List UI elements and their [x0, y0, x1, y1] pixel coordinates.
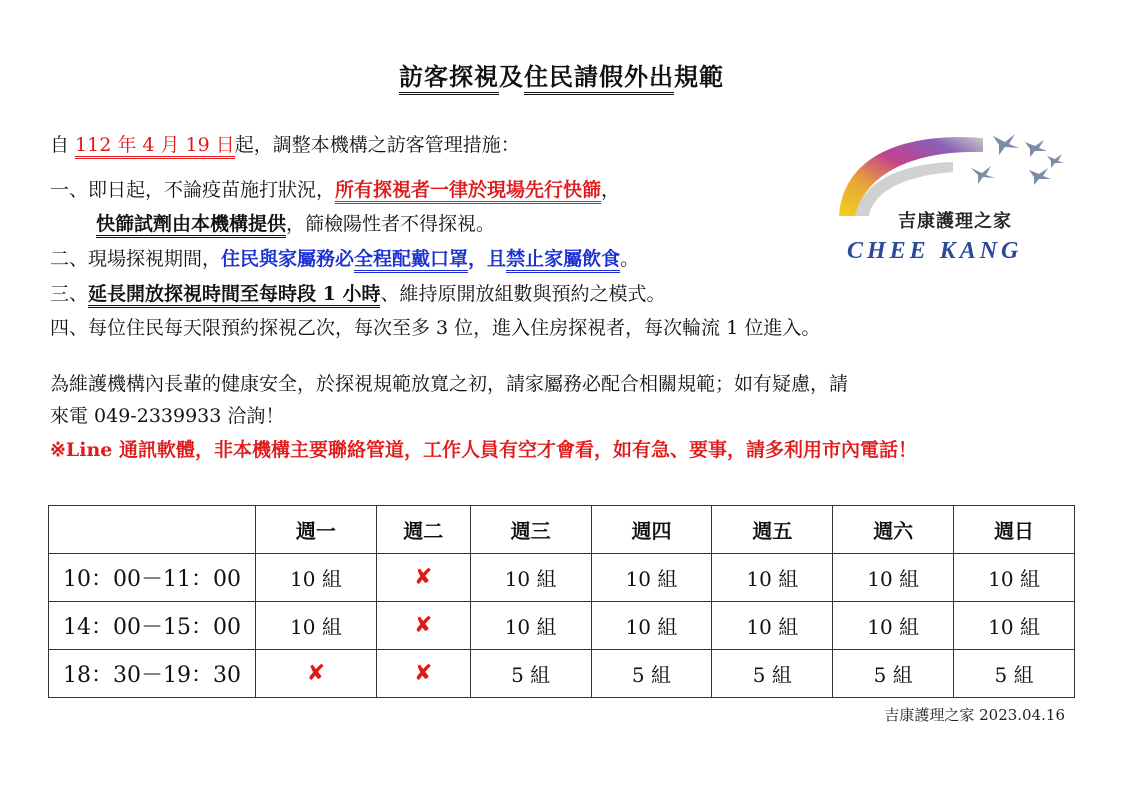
footer-signature: 吉康護理之家 2023.04.16 — [884, 706, 1065, 724]
time-slot: 10：00－11：00 — [49, 554, 256, 602]
line-app-notice: ※Line 通訊軟體，非本機構主要聯絡管道，工作人員有空才會看，如有急、要事，請多利用市內電話！ — [50, 439, 918, 461]
intro-suffix: 起，調整本機構之訪客管理措施： — [234, 134, 520, 156]
rule-4-text: 四、每位住民每天限預約探視乙次，每次至多 3 位，進入住房探視者，每次輪流 1 位進入。 — [50, 317, 821, 339]
slot-value: 5 組 — [954, 650, 1075, 698]
rule-2-end: 。 — [620, 248, 640, 270]
slot-value: 10 組 — [712, 554, 833, 602]
rule-1-highlight: 所有探視者一律於現場先行快篩 — [335, 179, 601, 204]
intro-line — [50, 132, 520, 158]
day-header: 週四 — [591, 506, 712, 554]
intro-prefix: 自 — [50, 134, 76, 156]
closed-x-icon: ✘ — [414, 613, 433, 638]
logo-english-name: CHEE KANG — [847, 238, 1023, 264]
page-title — [0, 57, 1123, 92]
title-part-leave: 住民請假外出 — [524, 62, 674, 95]
rule-2-and: ，且 — [468, 248, 507, 270]
slot-value — [376, 554, 470, 602]
title-part-rules: 規範 — [674, 62, 724, 91]
title-part-and: 及 — [499, 62, 524, 91]
slot-value: 10 組 — [591, 602, 712, 650]
day-header: 週五 — [712, 506, 833, 554]
rule-1-line-1 — [50, 177, 620, 203]
slot-value: 5 組 — [833, 650, 954, 698]
slot-value: 5 組 — [712, 650, 833, 698]
day-header: 週二 — [376, 506, 470, 554]
closing-line-1: 為維護機構內長輩的健康安全，於探視規範放寬之初，請家屬務必配合相關規範；如有疑慮，請 — [50, 373, 849, 395]
rule-4-line — [50, 315, 820, 341]
slot-value: 10 組 — [591, 554, 712, 602]
table-row — [49, 602, 1075, 650]
slot-value: 10 組 — [256, 602, 377, 650]
slot-value — [256, 650, 377, 698]
closing-line-2: 來電 049-2339933 洽詢！ — [50, 405, 285, 427]
time-slot: 18：30－19：30 — [49, 650, 256, 698]
rule-1-text: 一、即日起，不論疫苗施打狀況， — [50, 179, 336, 201]
table-corner-cell — [49, 506, 256, 554]
table-header-row — [49, 506, 1075, 554]
slot-value: 10 組 — [712, 602, 833, 650]
rule-2-must: 住民與家屬務必 — [221, 248, 355, 270]
slot-value: 5 組 — [591, 650, 712, 698]
slot-value — [376, 602, 470, 650]
table-row — [49, 554, 1075, 602]
slot-value — [376, 650, 470, 698]
slot-value: 10 組 — [470, 554, 591, 602]
rule-3-text: 、維持原開放組數與預約之模式。 — [380, 283, 666, 305]
day-header: 週日 — [954, 506, 1075, 554]
rule-1-line-2 — [96, 211, 495, 237]
slot-value: 5 組 — [470, 650, 591, 698]
time-slot: 14：00－15：00 — [49, 602, 256, 650]
closed-x-icon: ✘ — [306, 661, 326, 686]
slot-value: 10 組 — [954, 554, 1075, 602]
slot-value: 10 組 — [470, 602, 591, 650]
rule-1-comma: ， — [601, 179, 621, 201]
slot-value: 10 組 — [833, 602, 954, 650]
effective-date: 112 年 4 月 19 日 — [75, 134, 235, 159]
title-part-visit: 訪客探視 — [399, 62, 499, 95]
rule-3-extend: 延長開放探視時間至每時段 1 小時 — [88, 283, 380, 308]
closed-x-icon: ✘ — [414, 565, 433, 590]
day-header: 週一 — [256, 506, 377, 554]
logo-chinese-name: 吉康護理之家 — [898, 211, 1012, 232]
rule-3-line — [50, 281, 665, 307]
slot-value: 10 組 — [833, 554, 954, 602]
closed-x-icon: ✘ — [414, 661, 433, 686]
slot-value: 10 組 — [954, 602, 1075, 650]
rule-2-mask: 全程配戴口罩 — [354, 248, 468, 273]
table-row — [49, 650, 1075, 698]
rule-2-no-food: 禁止家屬飲食 — [506, 248, 620, 273]
visit-schedule-table — [48, 505, 1075, 698]
birds-icon — [971, 134, 1064, 185]
rule-2-text: 二、現場探視期間， — [50, 248, 222, 270]
day-header: 週三 — [470, 506, 591, 554]
rule-1-positive: ，篩檢陽性者不得探視。 — [286, 213, 496, 235]
rule-1-kit: 快篩試劑由本機構提供 — [96, 213, 286, 238]
rule-3-num: 三、 — [50, 283, 89, 305]
slot-value: 10 組 — [256, 554, 377, 602]
day-header: 週六 — [833, 506, 954, 554]
rule-2-line — [50, 246, 639, 272]
